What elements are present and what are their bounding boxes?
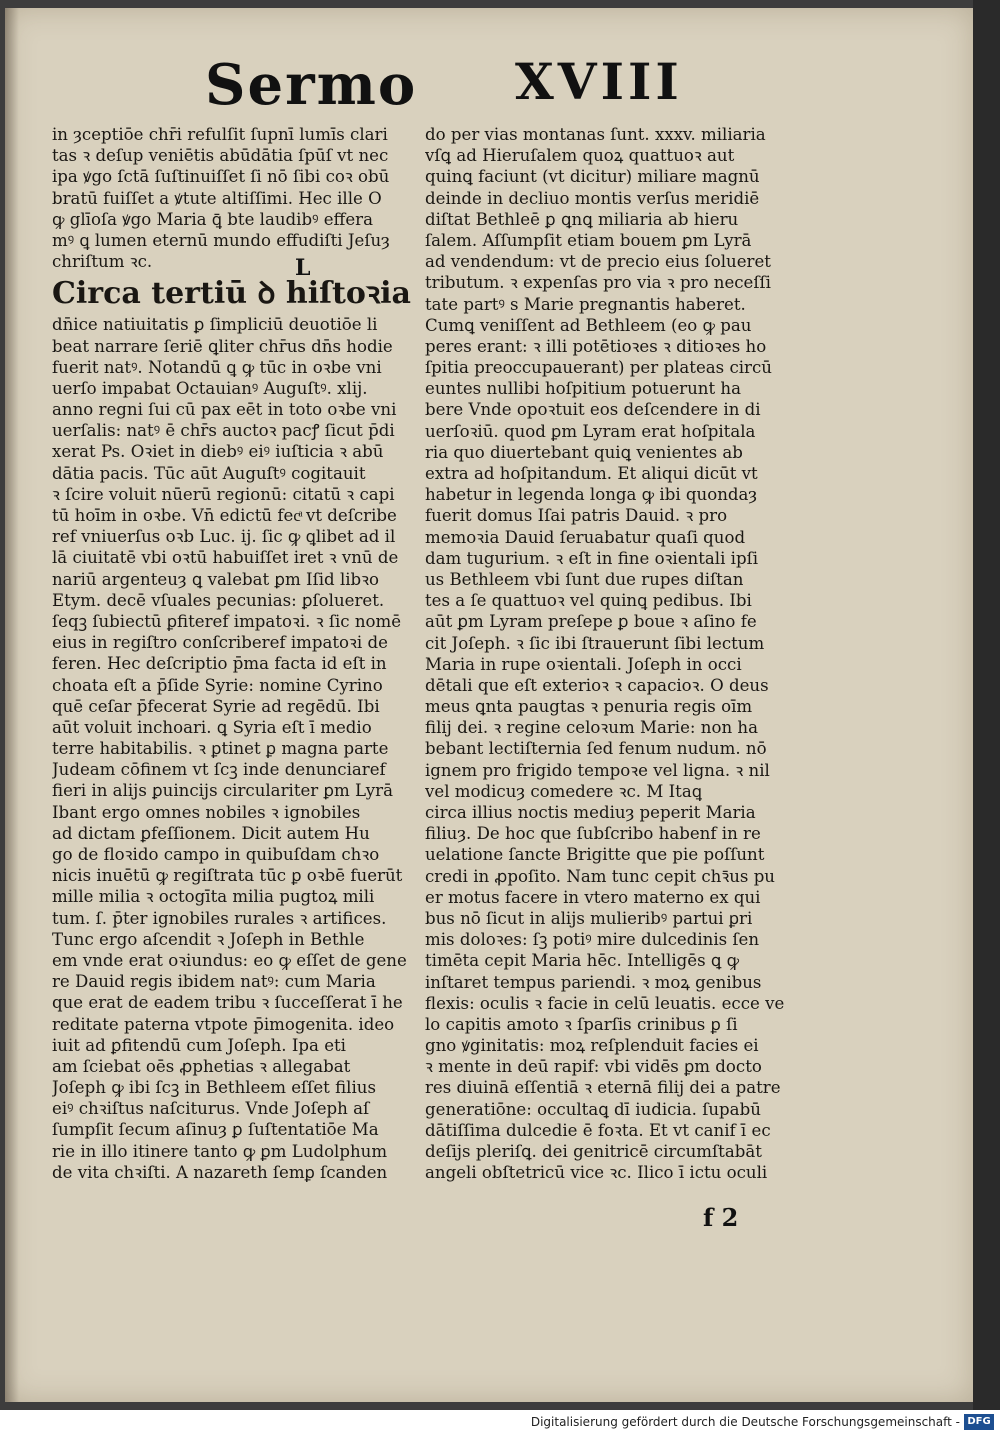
- text-line: circa illius noctis mediuȝ peperit Maria: [425, 803, 756, 822]
- text-line: am ſciebat oēs ꝓphetias ꝛ allegabat: [52, 1056, 351, 1076]
- text-line: ſalem. Aſſumpſit etiam bouem ꝑm Lyrā: [425, 230, 752, 250]
- text-line: xerat Ps. Oꝛiet in diebꝰ eiꝰ iuſticia ꝛ abū: [52, 442, 384, 462]
- text-line: go de floꝛido campo in quibuſdam chꝛo: [52, 845, 380, 864]
- text-line: aūt voluit inchoari. ꝗ Syria eſt ī medio: [52, 717, 372, 737]
- text-line: ignem pro frigido tempoꝛe vel ligna. ꝛ nil: [425, 760, 770, 780]
- viewer-right-margin: [973, 0, 1000, 1410]
- text-line: filiuȝ. De hoc que ſubſcribo habenf in re: [425, 824, 761, 844]
- text-line: Ibant ergo omnes nobiles ꝛ ignobiles: [52, 802, 361, 822]
- text-line: iuit ad ꝑfitendū cum Joſeph. Ipa eti: [52, 1035, 346, 1055]
- left-text-column: [52, 124, 412, 1183]
- text-line: Joſeph ꝙ ibi ſcꝫ in Bethleem eſſet filius: [52, 1078, 376, 1098]
- left-column-top: [52, 124, 412, 272]
- text-line: tū hoīm in oꝛbe. Vn̄ edictū fecͣ vt deſcribe: [52, 506, 397, 525]
- text-line: filij dei. ꝛ regine celoꝛum Marie: non ha: [425, 718, 759, 738]
- text-line: dātia pacis. Tūc aūt Auguſtꝰ cogitauit: [52, 463, 366, 483]
- paragraph-marker: L: [295, 255, 311, 281]
- text-line: peres erant: ꝛ illi potētioꝛes ꝛ ditioꝛes ho: [425, 336, 767, 356]
- text-line: extra ad hoſpitandum. Et aliqui dicūt vt: [425, 464, 758, 483]
- dfg-logo: DFG: [964, 1414, 994, 1430]
- text-line: ſpitia preoccupauerant) per plateas circū: [425, 358, 772, 378]
- text-line: ꝛ ſcire voluit nūerū regionū: citatū ꝛ capi: [52, 484, 395, 504]
- funding-credit: Digitalisierung gefördert durch die Deutsche Forschungsgemeinschaft -: [530, 1415, 960, 1429]
- text-line: vel modicuȝ comedere ꝛc. M Itaꝗ: [425, 781, 702, 801]
- text-line: dn̄ice natiuitatis ꝑ ſimpliciū deuotiōe li: [52, 315, 378, 335]
- text-line: quē ceſar p̄fecerat Syrie ad regēdū. Ibi: [52, 696, 380, 716]
- text-line: Judeam cōfinem vt ſcꝫ inde denunciaref: [52, 760, 386, 780]
- text-line: flexis: oculis ꝛ facie in celū leuatis. ecce ve: [425, 993, 785, 1013]
- text-line: res diuinā eſſentiā ꝛ eternā filij dei a patre: [425, 1078, 781, 1098]
- right-text-column: [425, 124, 785, 1183]
- text-line: mꝰ ꝗ lumen eternū mundo effudiſti Jeſuȝ: [52, 230, 390, 250]
- text-line: gno ꝟginitatis: moꝝ reſplenduit facies ei: [425, 1036, 759, 1056]
- text-line: de vita chꝛiſti. A nazareth ſemꝑ ſcanden: [52, 1162, 388, 1182]
- text-line: lā ciuitatē vbi oꝛtū habuiſſet iret ꝛ vnū de: [52, 548, 399, 568]
- text-line: vſꝗ ad Hieruſalem quoꝝ quattuoꝛ aut: [425, 146, 735, 166]
- text-line: terre habitabilis. ꝛ ꝑtinet ꝑ magna parte: [52, 739, 389, 759]
- text-line: in ȝceptiōe chr̄i refulſit ſupnī lumīs clari: [52, 125, 388, 144]
- text-line: ria quo diuertebant quiꝗ venientes ab: [425, 442, 743, 462]
- text-line: feren. Hec deſcriptio p̄ma facta id eſt in: [52, 654, 387, 674]
- text-line: bratū fuiſſet a ꝟtute altiſſimi. Hec ille O: [52, 188, 382, 208]
- text-line: Maria in rupe oꝛientali. Joſeph in occi: [425, 654, 742, 674]
- text-line: reditate paterna vtpote p̄imogenita. ideo: [52, 1014, 395, 1034]
- text-line: euntes nullibi hoſpitium potuerunt ha: [425, 379, 742, 399]
- text-line: deſijs pleriſꝗ. dei genitricē circumſtabāt: [425, 1142, 762, 1161]
- text-line: ꝙ glīoſa ꝟgo Maria ꝗ̄ bte laudibꝰ effera: [52, 209, 373, 229]
- page-edge-shadow: [5, 8, 19, 1402]
- footer-bar: [0, 1410, 1000, 1438]
- text-line: uerſalis: natꝰ ē chr̄s auctoꝛ pacꝭ ſicut p̄di: [52, 421, 395, 441]
- text-line: mille milia ꝛ octogīta milia pugtoꝝ mili: [52, 887, 375, 907]
- text-line: eius in regiſtro conſcriberef impatoꝛi de: [52, 633, 388, 653]
- text-line: ref vniuerſus oꝛb Luc. ij. ſic ꝙ ꝗlibet ad il: [52, 527, 396, 547]
- right-column-lines: [425, 124, 785, 1183]
- text-line: choata eſt a p̄ſide Syrie: nomine Cyrino: [52, 675, 383, 695]
- text-line: dētali que eſt exterioꝛ ꝛ capacioꝛ. O deus: [425, 675, 769, 695]
- text-line: bebant lectiſternia ſed fenum nudum. nō: [425, 739, 767, 759]
- text-line: nariū argenteuȝ ꝗ valebat ꝑm Iſid libꝛo: [52, 569, 380, 589]
- text-line: ad dictam ꝑfeſſionem. Dicit autem Hu: [52, 823, 370, 843]
- text-line: uerſoꝛiū. quod ꝑm Lyram erat hoſpitala: [425, 421, 756, 441]
- text-line: Cumꝗ veniſſent ad Bethleem (eo ꝙ pau: [425, 315, 752, 335]
- text-line: angeli obſtetricū vice ꝛc. Ilico ī ictu oculi: [425, 1163, 768, 1183]
- text-line: credi in ꝓpoſito. Nam tunc cepit chꝛ̄us pu: [425, 866, 775, 886]
- text-line: rie in illo itinere tanto ꝙ ꝑm Ludolphum: [52, 1141, 388, 1161]
- text-line: deinde in decliuo montis verſus meridiē: [425, 188, 760, 208]
- text-line: tes a ſe quattuoꝛ vel quinꝗ pedibus. Ibi: [425, 591, 752, 611]
- text-line: mis doloꝛes: ſꝫ potiꝰ mire dulcedinis ſen: [425, 930, 760, 950]
- left-column-body: [52, 314, 412, 1183]
- text-line: uelatione ſancte Brigitte que pie poſſunt: [425, 845, 765, 865]
- text-line: habetur in legenda longa ꝙ ibi quondaȝ: [425, 485, 758, 505]
- text-line: em vnde erat oꝛiundus: eo ꝙ eſſet de gene: [52, 950, 407, 970]
- text-line: ipa ꝟgo ſctā ſuſtinuiſſet ſi nō ſibi coꝛ obū: [52, 167, 390, 187]
- text-line: lo capitis amoto ꝛ ſparſis crinibus ꝑ ſi: [425, 1014, 738, 1034]
- text-line: tributum. ꝛ expenſas pro via ꝛ pro neceſſi: [425, 273, 771, 293]
- text-line: anno regni ſui cū pax eēt in toto oꝛbe vni: [52, 400, 397, 420]
- text-line: timēta cepit Maria hēc. Intelligēs ꝗ ꝙ: [425, 951, 740, 971]
- text-line: re Dauid regis ibidem natꝰ: cum Maria: [52, 972, 376, 992]
- text-line: ꝛ mente in deū rapif: vbi vidēs ꝑm docto: [425, 1057, 762, 1077]
- text-line: inſtaret tempus pariendi. ꝛ moꝝ genibus: [425, 972, 762, 992]
- signature-mark: f 2: [703, 1203, 739, 1232]
- text-line: ſumpſit ſecum aſinuȝ ꝑ ſuſtentatiōe Ma: [52, 1120, 379, 1140]
- text-line: tum. ſ. p̄ter ignobiles rurales ꝛ artifices.: [52, 908, 387, 928]
- text-line: ſeqꝫ ſubiectū ꝑfiteref impatoꝛi. ꝛ ſic nomē: [52, 611, 402, 631]
- text-line: ad vendendum: vt de precio eius ſolueret: [425, 252, 771, 272]
- running-heading-right: XVIII: [515, 52, 683, 111]
- text-line: aūt ꝑm Lyram preſepe ꝑ boue ꝛ aſino fe: [425, 612, 757, 632]
- running-heading-left: Sermo: [205, 52, 418, 118]
- text-line: memoꝛia Dauid ſeruabatur quaſi quod: [425, 527, 746, 547]
- text-line: uerſo impabat Octauianꝰ Auguſtꝰ. xlij.: [52, 378, 368, 398]
- text-line: cit Joſeph. ꝛ ſic ibi ſtrauerunt ſibi lectum: [425, 633, 765, 653]
- text-line: er motus facere in vtero materno ex qui: [425, 887, 761, 907]
- text-line: generatiōne: occultaꝗ dī iudicia. ſupabū: [425, 1099, 761, 1119]
- text-line: dātiſſima dulcedie ē foꝛta. Et vt canif ī ec: [425, 1120, 771, 1140]
- text-line: fieri in alijs ꝑuincijs circulariter ꝑm Lyrā: [52, 781, 393, 801]
- text-line: Etym. decē vſuales pecunias: ꝑſolueret.: [52, 590, 385, 610]
- text-line: tate partꝰ s Marie pregnantis haberet.: [425, 294, 746, 314]
- text-line: que erat de eadem tribu ꝛ ſucceſſerat ī he: [52, 993, 403, 1013]
- text-line: bus nō ſicut in alijs mulieribꝰ partui ꝑri: [425, 908, 753, 928]
- text-line: quinꝗ faciunt (vt dicitur) miliare magnū: [425, 167, 760, 187]
- text-line: fuerit natꝰ. Notandū ꝗ ꝙ tūc in oꝛbe vni: [52, 357, 382, 377]
- text-line: chriſtum ꝛc.: [52, 252, 153, 272]
- section-subheading: Circa tertiū ꝺ hiſtoꝛia: [52, 276, 411, 312]
- text-line: diſtat Bethleē ꝑ ꝗnꝗ miliaria ab hieru: [425, 209, 739, 229]
- text-line: bere Vnde opoꝛtuit eos deſcendere in di: [425, 400, 761, 420]
- text-line: Tunc ergo aſcendit ꝛ Joſeph in Bethle: [52, 929, 365, 949]
- text-line: us Bethleem vbi ſunt due rupes diſtan: [425, 569, 744, 589]
- text-line: tas ꝛ deſup veniētis abūdātia ſpūſ vt nec: [52, 146, 389, 166]
- text-line: beat narrare ſeriē ꝗliter chr̄us dn̄s hodie: [52, 336, 393, 356]
- text-line: fuerit domus Iſai patris Dauid. ꝛ pro: [425, 506, 728, 526]
- text-line: dam tugurium. ꝛ eſt in fine oꝛientali ipſi: [425, 548, 759, 568]
- text-line: nicis inuētū ꝙ regiſtrata tūc ꝑ oꝛbē fuerūt: [52, 866, 403, 886]
- text-line: do per vias montanas ſunt. xxxv. miliaria: [425, 125, 766, 144]
- text-line: meus ꝗnta paugtas ꝛ penuria regis oīm: [425, 697, 753, 717]
- text-line: eiꝰ chꝛiſtus naſciturus. Vnde Joſeph aſ: [52, 1099, 370, 1119]
